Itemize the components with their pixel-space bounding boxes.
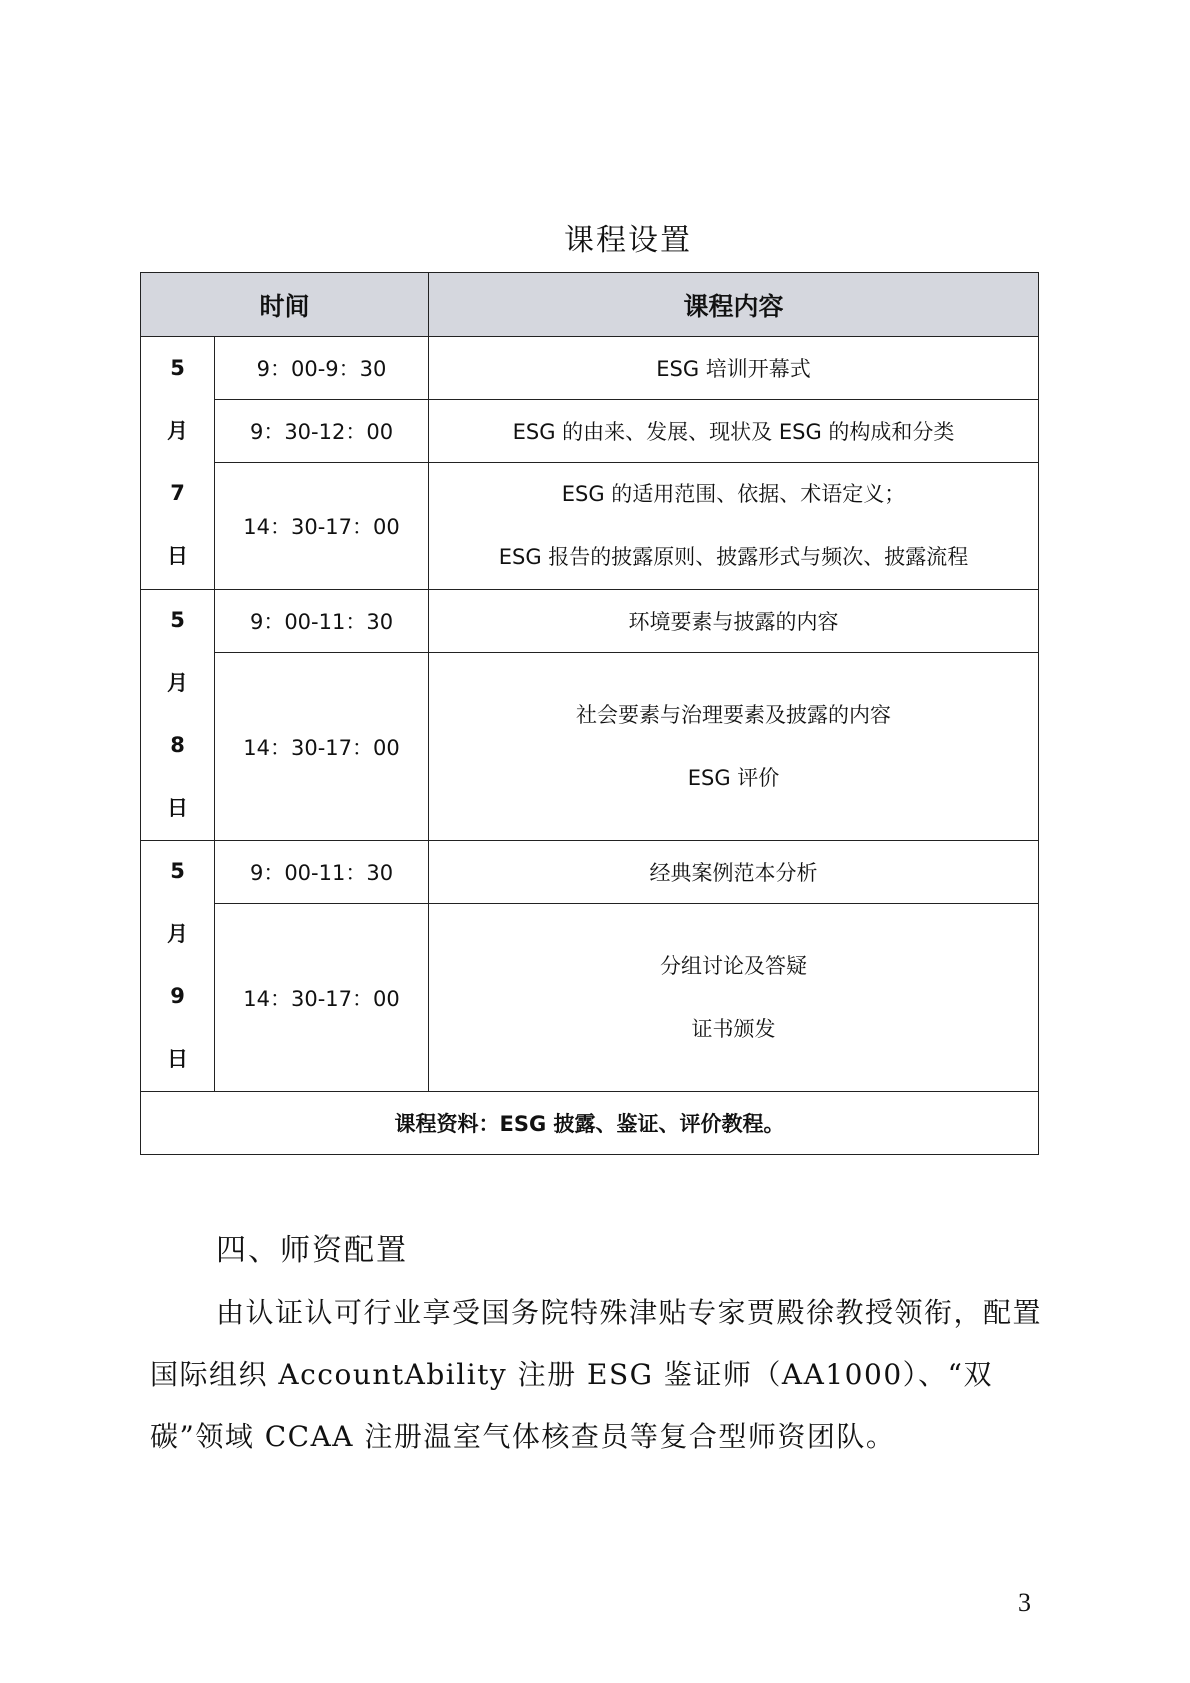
table-title: 课程设置 xyxy=(564,223,692,258)
table-row xyxy=(141,841,1039,904)
session-content: ESG 的由来、发展、现状及 ESG 的构成和分类 xyxy=(429,400,1039,463)
page-number: 3 xyxy=(1018,1588,1031,1617)
session-time: 9：00-11：30 xyxy=(215,841,429,904)
day-label-cell: 5 月 7 日 xyxy=(141,337,215,590)
session-time: 14：30-17：00 xyxy=(215,904,429,1092)
section-paragraph: 由认证认可行业享受国务院特殊津贴专家贾殿徐教授领衔，配置国际组织 AccountAbility 注册 ESG 鉴证师（AA1000）、“双碳”领域 CCAA 注册温室气体核查员等复合型师资团队。 xyxy=(150,1296,1043,1453)
session-time: 14：30-17：00 xyxy=(215,653,429,841)
table-row xyxy=(141,337,1039,400)
session-content: 环境要素与披露的内容 xyxy=(429,590,1039,653)
session-content: ESG 的适用范围、依据、术语定义； ESG 报告的披露原则、披露形式与频次、披露流程 xyxy=(429,463,1039,590)
session-time: 14：30-17：00 xyxy=(215,463,429,590)
header-time: 时间 xyxy=(141,273,429,337)
table-row xyxy=(141,463,1039,590)
day-label-cell: 5 月 8 日 xyxy=(141,590,215,841)
table-row xyxy=(141,904,1039,1092)
section-heading: 四、师资配置 xyxy=(216,1233,408,1268)
table-footer-row xyxy=(141,1092,1039,1155)
session-content: 经典案例范本分析 xyxy=(429,841,1039,904)
day-label-cell: 5 月 9 日 xyxy=(141,841,215,1092)
course-materials-note: 课程资料：ESG 披露、鉴证、评价教程。 xyxy=(141,1092,1039,1155)
course-schedule-table xyxy=(140,272,1039,1155)
session-time: 9：00-9：30 xyxy=(215,337,429,400)
table-row xyxy=(141,590,1039,653)
session-content: 社会要素与治理要素及披露的内容 ESG 评价 xyxy=(429,653,1039,841)
session-time: 9：00-11：30 xyxy=(215,590,429,653)
table-row xyxy=(141,400,1039,463)
table-row xyxy=(141,653,1039,841)
header-content: 课程内容 xyxy=(429,273,1039,337)
session-time: 9：30-12：00 xyxy=(215,400,429,463)
session-content: ESG 培训开幕式 xyxy=(429,337,1039,400)
session-content: 分组讨论及答疑 证书颁发 xyxy=(429,904,1039,1092)
